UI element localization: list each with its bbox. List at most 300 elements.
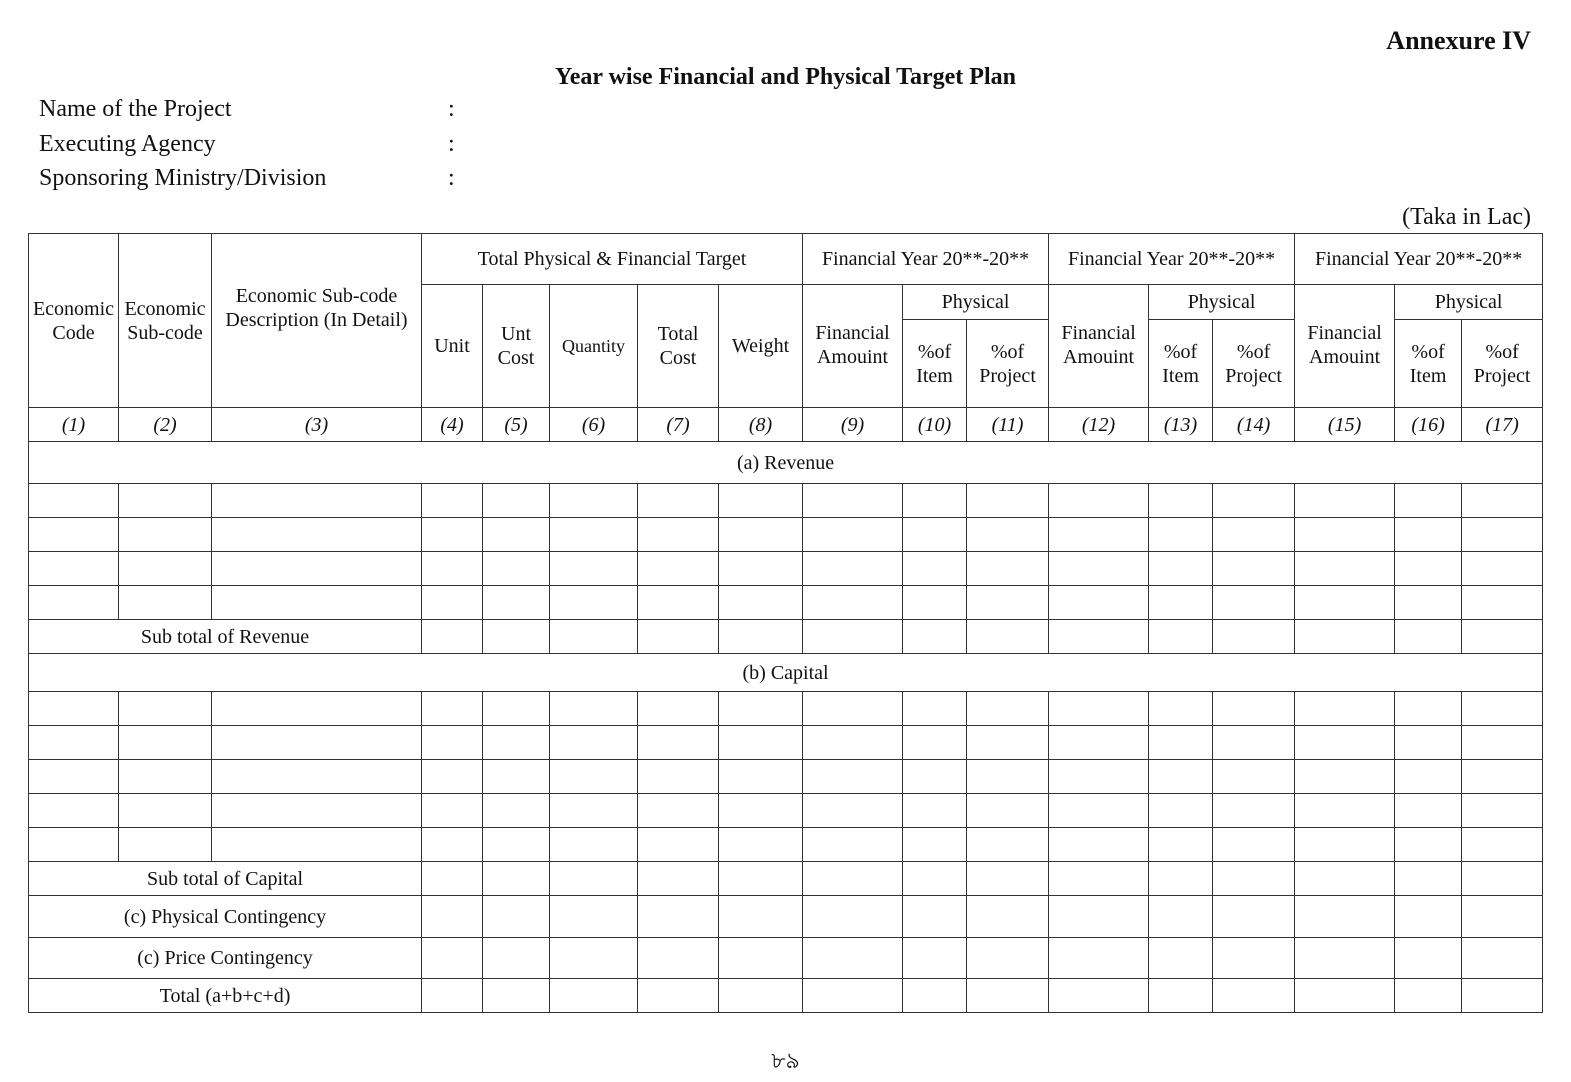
project-name-field	[39, 96, 455, 123]
cell	[1395, 760, 1462, 794]
executing-agency-label: Executing Agency	[39, 131, 216, 157]
cell	[1395, 586, 1462, 620]
cell	[719, 518, 803, 552]
cell	[1295, 862, 1395, 896]
cell	[212, 692, 422, 726]
cell	[119, 484, 212, 518]
target-plan-table	[28, 233, 1543, 1013]
cell	[638, 938, 719, 979]
cell	[719, 726, 803, 760]
cell	[1149, 484, 1213, 518]
col-number: (6)	[550, 408, 638, 442]
cell	[483, 692, 550, 726]
cell	[422, 896, 483, 938]
col-number: (8)	[719, 408, 803, 442]
cell	[483, 979, 550, 1013]
cell	[903, 794, 967, 828]
cell	[212, 828, 422, 862]
cell	[119, 726, 212, 760]
capital-section-label: (b) Capital	[29, 654, 1543, 692]
cell	[1213, 726, 1295, 760]
physical-contingency-label: (c) Physical Contingency	[29, 896, 422, 938]
capital-row	[29, 828, 1543, 862]
cell	[29, 692, 119, 726]
cell	[1462, 518, 1543, 552]
cell	[1395, 794, 1462, 828]
cell	[1395, 862, 1462, 896]
cell	[1149, 586, 1213, 620]
cell	[1149, 726, 1213, 760]
cell	[1049, 760, 1149, 794]
cell	[483, 794, 550, 828]
cell	[422, 518, 483, 552]
unit-note: (Taka in Lac)	[1402, 204, 1531, 230]
cell	[550, 586, 638, 620]
cell	[1295, 896, 1395, 938]
cell	[903, 726, 967, 760]
header-fy2-project: %of Project	[1213, 320, 1295, 408]
cell	[1149, 862, 1213, 896]
cell	[1049, 794, 1149, 828]
cell	[967, 938, 1049, 979]
cell	[550, 828, 638, 862]
cell	[29, 760, 119, 794]
header-unit-cost: Unt Cost	[483, 285, 550, 408]
project-name-label: Name of the Project	[39, 96, 232, 122]
cell	[638, 896, 719, 938]
cell	[119, 692, 212, 726]
project-name-colon: :	[448, 96, 455, 122]
cell	[1295, 726, 1395, 760]
column-number-row	[29, 408, 1543, 442]
col-number: (1)	[29, 408, 119, 442]
cell	[1395, 896, 1462, 938]
header-unit: Unit	[422, 285, 483, 408]
cell	[1049, 896, 1149, 938]
col-number: (7)	[638, 408, 719, 442]
cell	[422, 979, 483, 1013]
header-fy2-physical: Physical	[1149, 285, 1295, 320]
cell	[638, 586, 719, 620]
cell	[903, 896, 967, 938]
cell	[422, 760, 483, 794]
revenue-section-row	[29, 442, 1543, 484]
cell	[903, 760, 967, 794]
cell	[1395, 938, 1462, 979]
cell	[967, 979, 1049, 1013]
annexure-label: Annexure IV	[1386, 26, 1531, 55]
cell	[1149, 794, 1213, 828]
cell	[803, 828, 903, 862]
cell	[422, 484, 483, 518]
header-weight: Weight	[719, 285, 803, 408]
cell	[903, 979, 967, 1013]
cell	[903, 552, 967, 586]
cell	[967, 620, 1049, 654]
col-number: (11)	[967, 408, 1049, 442]
col-number: (3)	[212, 408, 422, 442]
capital-section-row	[29, 654, 1543, 692]
capital-row	[29, 726, 1543, 760]
cell	[803, 586, 903, 620]
col-number: (14)	[1213, 408, 1295, 442]
cell	[1149, 518, 1213, 552]
cell	[967, 518, 1049, 552]
cell	[903, 862, 967, 896]
cell	[803, 862, 903, 896]
cell	[119, 586, 212, 620]
cell	[803, 794, 903, 828]
cell	[212, 484, 422, 518]
cell	[550, 979, 638, 1013]
cell	[1395, 828, 1462, 862]
cell	[903, 938, 967, 979]
header-total-target: Total Physical & Financial Target	[422, 234, 803, 285]
cell	[483, 586, 550, 620]
cell	[903, 620, 967, 654]
revenue-row	[29, 484, 1543, 518]
col-number: (4)	[422, 408, 483, 442]
capital-subtotal-row	[29, 862, 1543, 896]
cell	[1149, 938, 1213, 979]
cell	[29, 828, 119, 862]
cell	[1213, 794, 1295, 828]
cell	[483, 938, 550, 979]
cell	[1049, 828, 1149, 862]
cell	[1462, 794, 1543, 828]
cell	[1213, 828, 1295, 862]
cell	[1462, 938, 1543, 979]
cell	[967, 586, 1049, 620]
header-fy2-item: %of Item	[1149, 320, 1213, 408]
cell	[550, 760, 638, 794]
cell	[483, 552, 550, 586]
cell	[1049, 862, 1149, 896]
cell	[550, 896, 638, 938]
cell	[212, 760, 422, 794]
physical-contingency-row	[29, 896, 1543, 938]
cell	[803, 620, 903, 654]
cell	[967, 828, 1049, 862]
col-number: (10)	[903, 408, 967, 442]
price-contingency-label: (c) Price Contingency	[29, 938, 422, 979]
cell	[422, 794, 483, 828]
cell	[1295, 828, 1395, 862]
header-fy1-physical: Physical	[903, 285, 1049, 320]
cell	[1295, 484, 1395, 518]
cell	[550, 620, 638, 654]
cell	[1295, 794, 1395, 828]
cell	[719, 794, 803, 828]
cell	[422, 692, 483, 726]
cell	[638, 552, 719, 586]
cell	[967, 692, 1049, 726]
price-contingency-row	[29, 938, 1543, 979]
sponsoring-ministry-colon: :	[448, 165, 455, 191]
cell	[1295, 979, 1395, 1013]
cell	[422, 862, 483, 896]
cell	[638, 620, 719, 654]
cell	[638, 760, 719, 794]
cell	[422, 620, 483, 654]
cell	[1295, 938, 1395, 979]
cell	[212, 726, 422, 760]
cell	[1049, 692, 1149, 726]
cell	[422, 586, 483, 620]
revenue-row	[29, 552, 1543, 586]
cell	[483, 518, 550, 552]
cell	[483, 862, 550, 896]
cell	[638, 794, 719, 828]
cell	[1213, 938, 1295, 979]
cell	[1395, 518, 1462, 552]
cell	[967, 484, 1049, 518]
cell	[1462, 979, 1543, 1013]
cell	[638, 484, 719, 518]
cell	[638, 692, 719, 726]
cell	[550, 938, 638, 979]
cell	[1462, 620, 1543, 654]
cell	[550, 484, 638, 518]
cell	[29, 484, 119, 518]
cell	[1213, 862, 1295, 896]
cell	[1049, 586, 1149, 620]
cell	[638, 828, 719, 862]
cell	[550, 862, 638, 896]
cell	[903, 586, 967, 620]
capital-row	[29, 794, 1543, 828]
cell	[483, 620, 550, 654]
cell	[483, 760, 550, 794]
col-number: (2)	[119, 408, 212, 442]
cell	[212, 518, 422, 552]
cell	[1049, 620, 1149, 654]
cell	[1149, 760, 1213, 794]
cell	[1395, 484, 1462, 518]
cell	[483, 484, 550, 518]
header-fy1-project: %of Project	[967, 320, 1049, 408]
cell	[1049, 726, 1149, 760]
cell	[638, 979, 719, 1013]
cell	[1149, 692, 1213, 726]
cell	[803, 552, 903, 586]
cell	[483, 828, 550, 862]
header-fy3-project: %of Project	[1462, 320, 1543, 408]
cell	[1213, 692, 1295, 726]
cell	[1295, 760, 1395, 794]
cell	[967, 862, 1049, 896]
sponsoring-ministry-label: Sponsoring Ministry/Division	[39, 165, 327, 191]
cell	[903, 518, 967, 552]
cell	[638, 518, 719, 552]
cell	[1295, 586, 1395, 620]
cell	[967, 760, 1049, 794]
header-fy-3: Financial Year 20**-20**	[1295, 234, 1543, 285]
capital-row	[29, 692, 1543, 726]
executing-agency-field	[39, 131, 455, 158]
cell	[483, 896, 550, 938]
cell	[29, 552, 119, 586]
sponsoring-ministry-field	[39, 165, 455, 192]
cell	[422, 828, 483, 862]
cell	[967, 726, 1049, 760]
cell	[212, 552, 422, 586]
cell	[1213, 484, 1295, 518]
cell	[212, 586, 422, 620]
cell	[803, 896, 903, 938]
header-total-cost: Total Cost	[638, 285, 719, 408]
cell	[1049, 938, 1149, 979]
cell	[967, 552, 1049, 586]
cell	[1462, 896, 1543, 938]
total-label: Total (a+b+c+d)	[29, 979, 422, 1013]
header-fy3-physical: Physical	[1395, 285, 1543, 320]
cell	[719, 828, 803, 862]
cell	[903, 484, 967, 518]
header-economic-code: Economic Code	[29, 234, 119, 408]
cell	[550, 726, 638, 760]
col-number: (9)	[803, 408, 903, 442]
cell	[803, 979, 903, 1013]
cell	[119, 794, 212, 828]
cell	[422, 552, 483, 586]
header-subcode-description: Economic Sub-code Description (In Detail)	[212, 234, 422, 408]
cell	[803, 692, 903, 726]
header-fy-1: Financial Year 20**-20**	[803, 234, 1049, 285]
cell	[638, 726, 719, 760]
cell	[1395, 726, 1462, 760]
cell	[119, 552, 212, 586]
cell	[719, 552, 803, 586]
capital-row	[29, 760, 1543, 794]
cell	[803, 484, 903, 518]
cell	[1462, 552, 1543, 586]
cell	[1395, 692, 1462, 726]
col-number: (12)	[1049, 408, 1149, 442]
cell	[29, 726, 119, 760]
cell	[1049, 484, 1149, 518]
cell	[29, 586, 119, 620]
cell	[1149, 620, 1213, 654]
cell	[803, 938, 903, 979]
cell	[1462, 586, 1543, 620]
cell	[1462, 692, 1543, 726]
cell	[1295, 620, 1395, 654]
cell	[903, 828, 967, 862]
cell	[1149, 979, 1213, 1013]
header-row-1	[29, 234, 1543, 285]
revenue-section-label: (a) Revenue	[29, 442, 1543, 484]
cell	[803, 760, 903, 794]
cell	[1395, 552, 1462, 586]
cell	[29, 794, 119, 828]
cell	[1149, 828, 1213, 862]
header-fy2-financial: Financial Amouint	[1049, 285, 1149, 408]
header-quantity: Quantity	[550, 285, 638, 408]
revenue-row	[29, 586, 1543, 620]
cell	[1462, 760, 1543, 794]
col-number: (15)	[1295, 408, 1395, 442]
total-row	[29, 979, 1543, 1013]
cell	[1149, 552, 1213, 586]
cell	[1149, 896, 1213, 938]
cell	[422, 726, 483, 760]
header-fy1-financial: Financial Amouint	[803, 285, 903, 408]
cell	[803, 726, 903, 760]
cell	[1295, 552, 1395, 586]
cell	[719, 586, 803, 620]
cell	[119, 518, 212, 552]
cell	[483, 726, 550, 760]
cell	[719, 620, 803, 654]
cell	[119, 760, 212, 794]
cell	[1395, 979, 1462, 1013]
col-number: (13)	[1149, 408, 1213, 442]
cell	[119, 828, 212, 862]
col-number: (17)	[1462, 408, 1543, 442]
header-economic-subcode: Economic Sub-code	[119, 234, 212, 408]
cell	[550, 794, 638, 828]
cell	[719, 760, 803, 794]
cell	[719, 938, 803, 979]
cell	[212, 794, 422, 828]
cell	[1213, 896, 1295, 938]
capital-subtotal-label: Sub total of Capital	[29, 862, 422, 896]
cell	[1213, 979, 1295, 1013]
cell	[638, 862, 719, 896]
cell	[719, 896, 803, 938]
cell	[1213, 620, 1295, 654]
header-fy-2: Financial Year 20**-20**	[1049, 234, 1295, 285]
cell	[1213, 552, 1295, 586]
header-fy3-financial: Financial Amouint	[1295, 285, 1395, 408]
cell	[550, 552, 638, 586]
cell	[719, 484, 803, 518]
cell	[1213, 760, 1295, 794]
page-number: ৮৯	[771, 1048, 800, 1073]
revenue-row	[29, 518, 1543, 552]
cell	[1462, 484, 1543, 518]
cell	[1213, 518, 1295, 552]
cell	[719, 862, 803, 896]
revenue-subtotal-label: Sub total of Revenue	[29, 620, 422, 654]
cell	[1295, 692, 1395, 726]
revenue-subtotal-row	[29, 620, 1543, 654]
document-title: Year wise Financial and Physical Target Plan	[555, 64, 1016, 90]
col-number: (16)	[1395, 408, 1462, 442]
cell	[967, 794, 1049, 828]
cell	[29, 518, 119, 552]
cell	[1395, 620, 1462, 654]
cell	[1295, 518, 1395, 552]
executing-agency-colon: :	[448, 131, 455, 157]
cell	[1462, 726, 1543, 760]
cell	[1049, 552, 1149, 586]
header-fy1-item: %of Item	[903, 320, 967, 408]
cell	[903, 692, 967, 726]
cell	[1462, 828, 1543, 862]
cell	[719, 979, 803, 1013]
col-number: (5)	[483, 408, 550, 442]
header-fy3-item: %of Item	[1395, 320, 1462, 408]
cell	[803, 518, 903, 552]
cell	[1213, 586, 1295, 620]
cell	[550, 518, 638, 552]
cell	[550, 692, 638, 726]
cell	[1049, 518, 1149, 552]
cell	[1049, 979, 1149, 1013]
cell	[967, 896, 1049, 938]
